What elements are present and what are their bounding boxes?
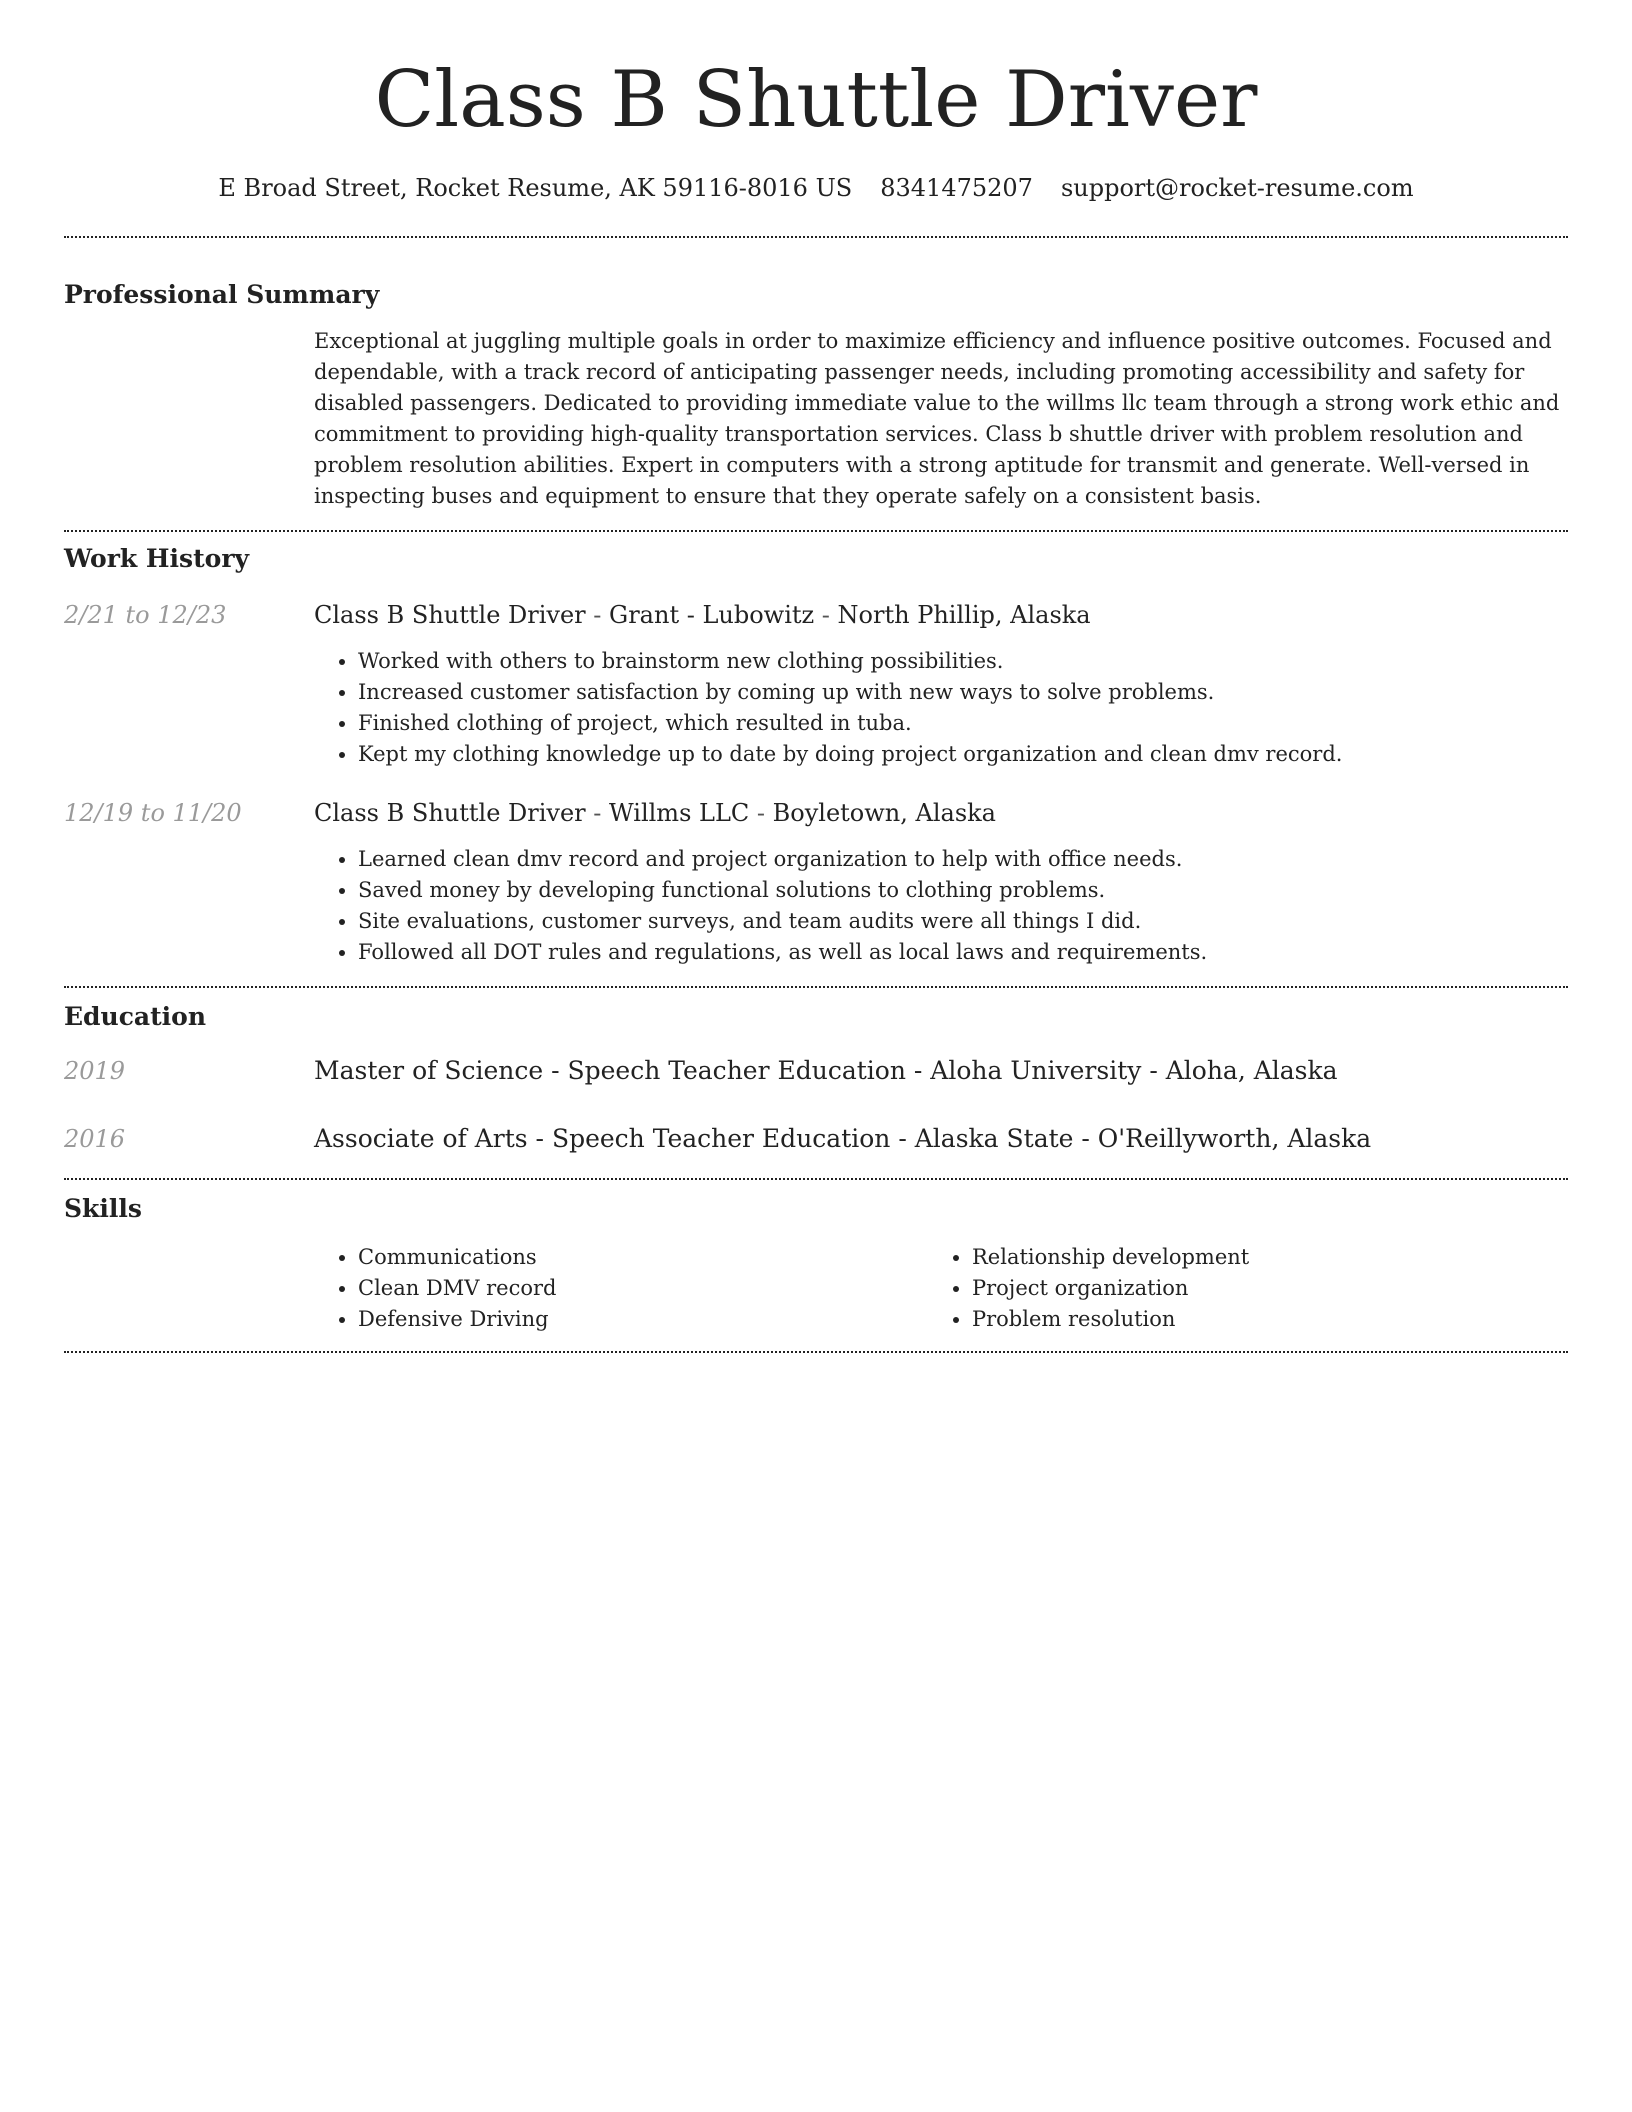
job-bullet: • Followed all DOT rules and regulations, as well as local laws and requirements. <box>358 937 1568 968</box>
job-location: Boyletown, Alaska <box>772 799 996 827</box>
education-field: Speech Teacher Education <box>567 1056 906 1085</box>
skill-item: • Relationship development <box>972 1242 1542 1273</box>
summary-body <box>314 312 1568 530</box>
job-bullets <box>314 646 1568 770</box>
job-entry <box>64 796 1568 968</box>
job-role: Class B Shuttle Driver <box>314 799 586 827</box>
job-title-line: Class B Shuttle Driver - Grant - Lubowitz - North Phillip, Alaska <box>314 601 1091 629</box>
section-divider <box>64 1351 1568 1353</box>
education-school: Aloha University <box>930 1056 1142 1085</box>
job-entry <box>64 598 1568 770</box>
education-entry <box>64 1054 1568 1088</box>
education-year: 2016 <box>64 1125 126 1153</box>
job-title-line: Class B Shuttle Driver - Willms LLC - Boyletown, Alaska <box>314 799 996 827</box>
summary-section <box>64 238 1568 530</box>
job-company: Willms LLC <box>609 799 750 827</box>
education-degree: Master of Science <box>314 1056 544 1085</box>
skills-heading: Skills <box>64 1194 142 1223</box>
education-school: Alaska State <box>914 1124 1074 1153</box>
education-details: Master of Science - Speech Teacher Education - Aloha University - Aloha, Alaska <box>314 1056 1338 1085</box>
skills-section <box>64 1180 1568 1335</box>
skill-item: • Problem resolution <box>972 1304 1542 1335</box>
job-bullet: • Kept my clothing knowledge up to date by doing project organization and clean dmv record. <box>358 739 1568 770</box>
summary-heading: Professional Summary <box>64 280 380 309</box>
contact-email: support@rocket-resume.com <box>1060 174 1414 202</box>
skill-item: • Defensive Driving <box>358 1304 928 1335</box>
job-role: Class B Shuttle Driver <box>314 601 586 629</box>
summary-text: Exceptional at juggling multiple goals in order to maximize efficiency and influence positive outcomes. Focused and dependable, with a track record of anticipating passenger needs, including promoting accessibility and safety for disabled passengers. Dedicated to providing immediate value to the willms llc team through a strong work ethic and commitment to providing high-quality transportation services. Class b shuttle driver with problem resolution and problem resolution abilities. Expert in computers with a strong aptitude for transmit and generate. Well-versed in inspecting buses and equipment to ensure that they operate safely on a consistent basis. <box>314 329 1560 508</box>
skills-list <box>314 1242 928 1335</box>
skill-item: • Communications <box>358 1242 928 1273</box>
contact-address: E Broad Street, Rocket Resume, AK 59116-8016 US <box>218 174 853 202</box>
education-entry <box>64 1122 1568 1156</box>
job-bullet: • Worked with others to brainstorm new clothing possibilities. <box>358 646 1568 677</box>
skills-row <box>64 1242 1568 1335</box>
job-location: North Phillip, Alaska <box>837 601 1091 629</box>
work-heading: Work History <box>64 544 250 573</box>
skills-list <box>928 1242 1542 1335</box>
skills-column-right <box>928 1242 1542 1335</box>
education-details: Associate of Arts - Speech Teacher Education - Alaska State - O'Reillyworth, Alaska <box>314 1124 1372 1153</box>
education-field: Speech Teacher Education <box>551 1124 891 1153</box>
job-dates: 12/19 to 11/20 <box>64 799 242 827</box>
job-details <box>314 796 1568 968</box>
skills-columns <box>314 1242 1568 1335</box>
education-location: O'Reillyworth, Alaska <box>1097 1124 1372 1153</box>
job-bullet: • Increased customer satisfaction by coming up with new ways to solve problems. <box>358 677 1568 708</box>
job-company: Grant - Lubowitz <box>609 601 815 629</box>
job-bullet: • Learned clean dmv record and project organization to help with office needs. <box>358 844 1568 875</box>
summary-row <box>64 312 1568 530</box>
resume-name: Class B Shuttle Driver <box>374 55 1258 145</box>
job-bullet: • Saved money by developing functional solutions to clothing problems. <box>358 875 1568 906</box>
job-bullet: • Finished clothing of project, which resulted in tuba. <box>358 708 1568 739</box>
contact-phone: 8341475207 <box>880 174 1033 202</box>
education-location: Aloha, Alaska <box>1165 1056 1338 1085</box>
skills-column-left <box>314 1242 928 1335</box>
job-details <box>314 598 1568 770</box>
skill-item: • Project organization <box>972 1273 1542 1304</box>
contact-line <box>64 172 1568 204</box>
work-section <box>64 532 1568 968</box>
job-dates: 2/21 to 12/23 <box>64 601 227 629</box>
job-bullets <box>314 844 1568 968</box>
education-section <box>64 988 1568 1156</box>
job-bullet: • Site evaluations, customer surveys, and team audits were all things I did. <box>358 906 1568 937</box>
education-year: 2019 <box>64 1057 126 1085</box>
education-degree: Associate of Arts <box>314 1124 528 1153</box>
skill-item: • Clean DMV record <box>358 1273 928 1304</box>
education-heading: Education <box>64 1002 207 1031</box>
